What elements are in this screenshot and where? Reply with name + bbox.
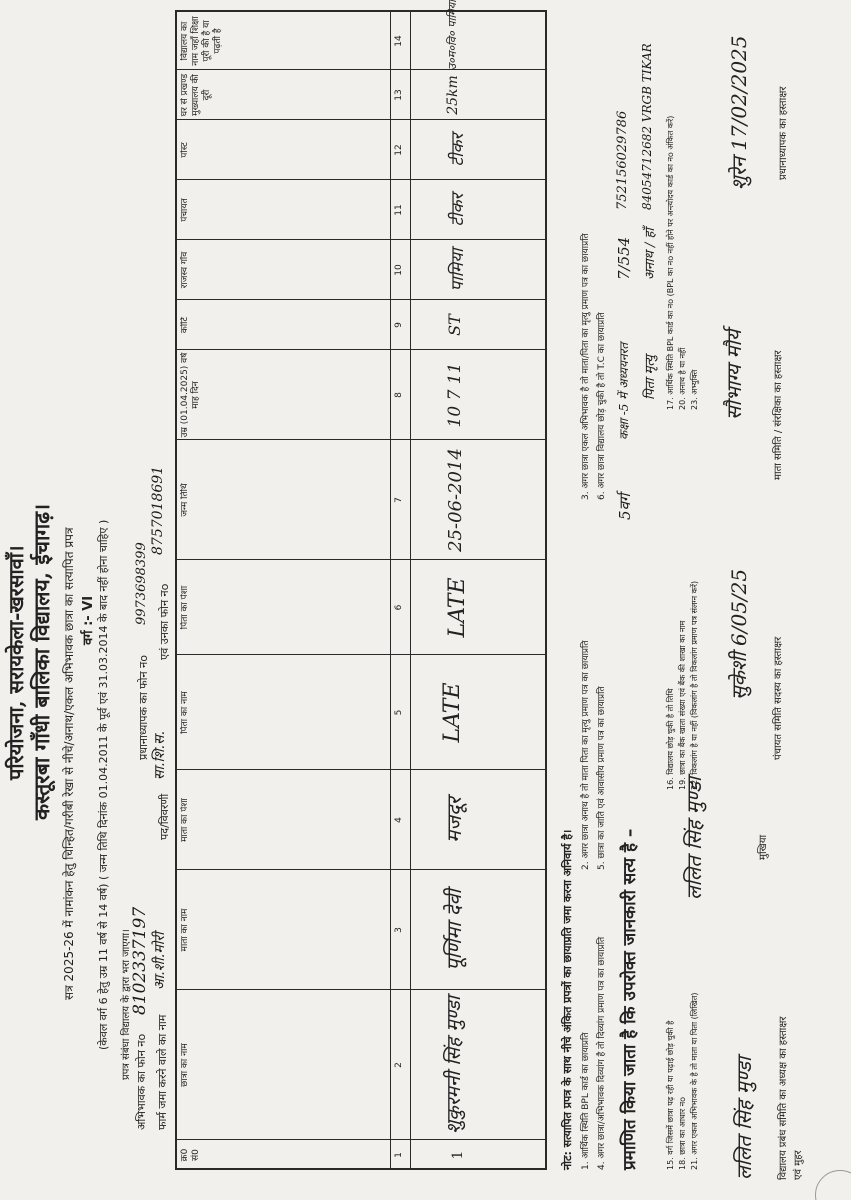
column-number-13: 13	[394, 89, 404, 101]
column-number-14: 14	[394, 35, 404, 47]
note-4: 4. अगर छात्रा/अभिभावक दिव्यांग है तो दिव्यांग प्रमाण पत्र का छायाप्रति	[597, 936, 607, 1170]
note-2: 2. अगर छात्रा अनाथ है तो माता पिता का मृत्यु प्रमाण पत्र का छायाप्रति	[581, 640, 591, 870]
category-value: ST	[445, 314, 464, 336]
student-name: शुकुरमनी सिंह मुण्डा	[443, 996, 465, 1134]
signature-mukhiya-label: मुखिया	[758, 834, 769, 860]
column-number-6: 6	[394, 604, 404, 611]
signature-chairman-label: विद्यालय प्रबंध समिति का अध्यक्ष का हस्ताक्षर	[778, 1016, 789, 1180]
column-header-4: माता का पेशा	[180, 798, 190, 842]
distance-value: 25km	[445, 75, 461, 115]
column-header-3: माता का नाम	[180, 908, 190, 952]
aadhaar-value: 752156029786	[615, 110, 630, 210]
column-header-12: पोस्ट	[180, 142, 190, 158]
column-header-15: 15. वर्ग जिसमें छात्रा पढ़ रही या पढ़ाई छोड़ चुकी है	[666, 1020, 675, 1170]
submitter-phone-label: एवं उनका फोन नo	[158, 583, 171, 660]
bank-value: 84054712682 VRGB TIKAR	[640, 43, 654, 210]
single-parent-value: पिता मृत्यु	[643, 355, 658, 400]
father-name: LATE	[440, 682, 465, 743]
submitter-phone-value: 8757018691	[150, 465, 166, 555]
column-number-7: 7	[394, 497, 404, 503]
school-name-value: उ०म०वि० पामिया	[446, 0, 459, 70]
school-title: कस्तूरबा गाँधी बालिका विद्यालय, ईचागढ़।	[29, 503, 54, 820]
submitter-name: आ.शी.मोरी	[152, 932, 168, 990]
column-number-10: 10	[394, 264, 404, 276]
note-1: 1. आर्थिक स्थिति BPL कार्ड का छायाप्रति	[581, 1032, 591, 1170]
panchayat-value: टीकर	[448, 193, 468, 227]
column-number-3: 3	[394, 927, 404, 933]
column-header-11: पंचायत	[180, 198, 190, 222]
signature-mukhiya: ललित सिंह मुण्डा	[682, 776, 706, 900]
column-header-8: उम्र (01.04.2025) वर्ष माह दिन	[180, 352, 201, 438]
designation-label: पद/विवरणी	[158, 793, 171, 840]
session-line: सत्र 2025-26 में नामांकन हेतु चिन्हित/गरीबी रेखा से नीचे/अनाथ/एकल अभिभावक छात्रा का सत्यापित प्रपत्र	[62, 527, 76, 1000]
column-number-5: 5	[394, 709, 404, 716]
designation-value: सा.शि.स.	[152, 730, 168, 780]
column-header-7: जन्म तिथि	[180, 483, 190, 517]
column-header-9: कोटि	[180, 316, 190, 334]
column-header-14: विद्यालय का नाम जहाँ शिक्षा पूरी की है या पढ़ती है	[180, 16, 223, 66]
class-label: वर्ग :- VI	[81, 595, 96, 645]
signature-mata-samiti-label: माता समिति / संरक्षिका का हस्ताक्षर	[773, 350, 784, 480]
signature-headmaster-label: प्रधानाध्यापक का हस्ताक्षर	[778, 86, 789, 180]
guardian-phone-label: अभिभावक का फोन नo	[135, 1033, 148, 1130]
column-header-6: पिता का पेशा	[180, 585, 190, 630]
filled-by-note: प्रपत्र संबंधा विद्यालय के द्वारा भरा जाएगा।	[121, 929, 132, 1080]
mother-name: पूर्णिमा देवी	[442, 889, 466, 971]
column-header-16: 16. विद्यालय छोड़ चुकी है तो तिथि	[666, 688, 675, 790]
column-number-12: 12	[394, 144, 404, 156]
column-header-20: 20. अनाथ है या नहीं	[678, 347, 687, 410]
orphan-value: अनाथ / हाँ	[643, 228, 658, 280]
date-of-birth: 25-06-2014	[445, 448, 466, 552]
column-header-2: छात्रा का नाम	[180, 1043, 190, 1087]
column-header-23: 23. अभ्युक्ति	[690, 369, 699, 410]
head-phone-value: 9973698399	[134, 542, 149, 625]
column-number-11: 11	[394, 204, 404, 216]
signature-mata-samiti: सौभाग्य मौर्य	[722, 329, 746, 420]
bpl-value: 7/554	[615, 236, 633, 280]
age-note: (केवल वर्ग 6 हेतु उम्र 11 वर्ष से 14 वर्ष) ( जन्म तिथि दिनांक 01.04.2011 के पूर्व एवं 31.03.2014 के बाद नहीं होना चाहिए )	[97, 519, 110, 1050]
signature-chairman: ललित सिंह मुण्डा	[732, 1056, 756, 1180]
punch-hole-mark	[815, 1170, 851, 1200]
column-number-2: 2	[394, 1062, 404, 1068]
class-studying-value: 5वर्ग	[616, 493, 634, 520]
signature-panchayat: सुकेशी 6/05/25	[727, 568, 751, 700]
column-number-8: 8	[394, 392, 404, 398]
column-number-1: 1	[394, 1152, 404, 1158]
column-header-21: 21. अगर एकल अभिभावक के है तो माता या पिता (लिखित)	[690, 992, 699, 1170]
column-header-13: घर से प्रखण्ड मुख्यालय की दूरी	[180, 73, 212, 117]
column-header-19: 19. छात्रा का बैंक खाता संख्या एवं बैंक की शाखा का नाम	[678, 620, 687, 790]
signature-headmaster: शुरेन 17/02/2025	[727, 35, 751, 190]
note-3: 3. अगर छात्रा एकल अभिभावक है तो माता/पिता का मृत्यु प्रमाण पत्र का छायाप्रति	[581, 233, 591, 500]
submitter-label: फार्म जमा करने वाले का नाम	[156, 1014, 169, 1130]
column-header-22: 22. विकलांग है या नहीं (विकलांग है तो विकलांग प्रमाण पत्र संलग्न करें)	[690, 580, 699, 790]
notes-title: नोट: सत्यापित प्रपत्र के साथ नीचे अंकित प्रपत्रों का छायाप्रति जमा करना अनिवार्य है।	[561, 829, 574, 1170]
guardian-phone-value: 8102337197	[130, 906, 150, 1015]
post-value: टीकर	[448, 133, 468, 167]
column-number-4: 4	[394, 817, 404, 823]
column-header-17: 17. आर्थिक स्थिति BPL कार्ड का नo (BPL का नo नहीं होने पर अन्त्योदय कार्ड का नo अंकित करें)	[666, 115, 675, 410]
top-clip-text: परियोजना, सरायकेला-खरसावाँ।	[4, 545, 28, 780]
column-header-18: 18. छात्रा का आधार नo	[678, 1096, 687, 1170]
signature-chairman-sub: एवं मुहर	[793, 1150, 804, 1180]
age-value: 10 7 11	[445, 362, 465, 428]
column-number-9: 9	[394, 322, 404, 328]
village-value: पामिया	[448, 248, 468, 292]
certify-line: प्रमाणित किया जाता है कि उपरोक्त जानकारी सत्य है –	[620, 828, 640, 1170]
column-header-5: पिता का नाम	[180, 691, 190, 734]
column-header-10: राजस्व गाँव	[180, 251, 190, 289]
note-5: 5. छात्रा का जाति एवं आवासीय प्रमाण पत्र का छायाप्रति	[597, 686, 607, 870]
row-serial: 1	[450, 1150, 466, 1160]
father-occupation: LATE	[445, 577, 470, 638]
mother-occupation: मजदूर	[442, 797, 466, 843]
column-header-1: क्र0 सं0	[180, 1148, 201, 1162]
head-phone-label: प्रधानाध्यापक का फोन नo	[137, 655, 150, 760]
signature-panchayat-label: पंचायत समिति सदस्य का हस्ताक्षर	[773, 636, 784, 760]
leaving-value: कक्षा -5 में अध्ययनरत	[617, 342, 631, 440]
note-6: 6. अगर छात्रा विद्यालय छोड़ चुकी है तो T.C का छायाप्रति	[597, 312, 607, 500]
